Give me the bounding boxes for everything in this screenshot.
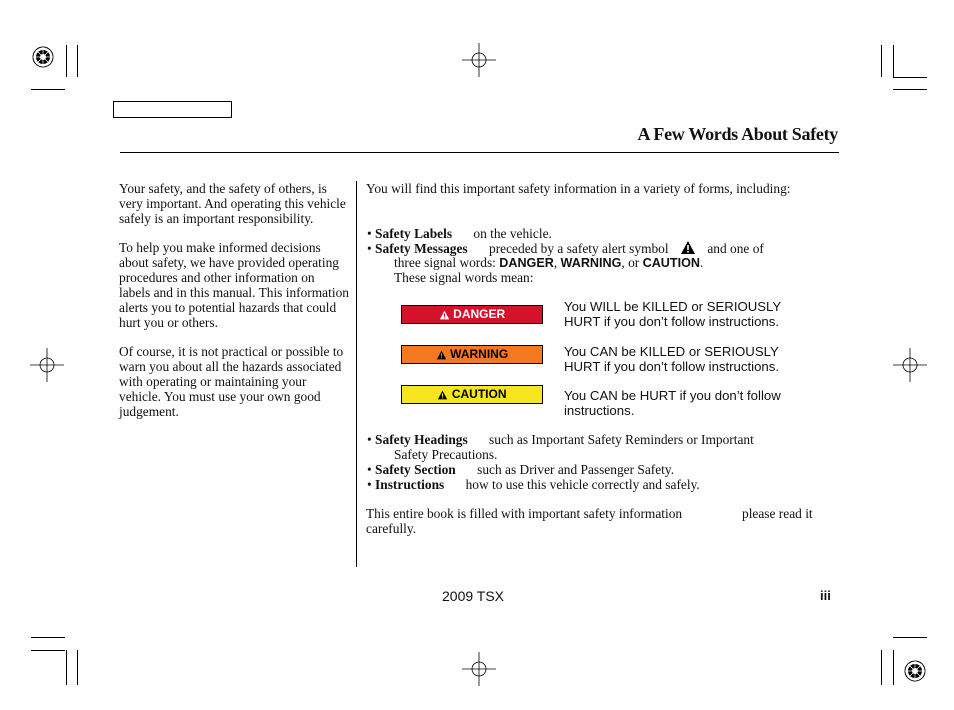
paragraph: You will find this important safety information in a variety of forms, including: bbox=[366, 181, 791, 196]
bullet-text: how to use this vehicle correctly and safely. bbox=[465, 477, 700, 492]
crop-mark bbox=[893, 89, 927, 90]
crop-mark bbox=[31, 650, 65, 651]
left-column bbox=[119, 181, 349, 433]
bullet-text: such as Important Safety Reminders or Important bbox=[489, 432, 754, 447]
page-number: iii bbox=[820, 588, 831, 603]
crop-mark bbox=[66, 45, 67, 77]
page-title: A Few Words About Safety bbox=[637, 124, 838, 144]
crop-mark bbox=[881, 650, 882, 685]
printer-rosette-icon bbox=[32, 46, 54, 68]
bullet-continuation bbox=[394, 255, 703, 271]
crop-mark bbox=[77, 650, 78, 685]
label-word: WARNING bbox=[450, 347, 509, 361]
crop-mark bbox=[31, 89, 65, 90]
crop-mark bbox=[893, 45, 894, 77]
title-rule bbox=[120, 152, 839, 153]
bullet-text: on the vehicle. bbox=[473, 226, 552, 241]
printer-rosette-icon bbox=[904, 660, 926, 682]
signal-word: CAUTION bbox=[642, 256, 700, 270]
closing-text: This entire book is filled with important safety information bbox=[366, 506, 683, 521]
crop-mark bbox=[66, 650, 67, 685]
description-line: You WILL be KILLED or SERIOUSLY bbox=[564, 299, 782, 314]
list-item: • Safety Headings such as Important Safety Reminders or Important bbox=[367, 432, 754, 447]
registration-crosshair-icon bbox=[893, 348, 927, 382]
warning-label bbox=[401, 345, 543, 364]
crop-mark bbox=[893, 637, 927, 638]
closing-text: carefully. bbox=[366, 521, 417, 536]
bullet-term: Safety Section bbox=[375, 462, 456, 477]
column-divider bbox=[356, 181, 357, 567]
safety-alert-triangle-icon bbox=[439, 310, 450, 320]
list-item: • Safety Section such as Driver and Passenger Safety. bbox=[367, 462, 675, 477]
bullet-text: preceded by a safety alert symbol bbox=[489, 241, 669, 256]
registration-crosshair-icon bbox=[462, 652, 496, 686]
label-word: CAUTION bbox=[451, 387, 507, 401]
description-line: You CAN be HURT if you don’t follow bbox=[564, 388, 781, 403]
bullet-continuation: These signal words mean: bbox=[394, 270, 534, 285]
section-tab-box bbox=[113, 101, 232, 118]
danger-label bbox=[401, 305, 543, 324]
list-item: • Instructions how to use this vehicle correctly and safely. bbox=[367, 477, 700, 492]
paragraph: Your safety, and the safety of others, is very important. And operating this vehicle safely is an important responsibility. bbox=[119, 181, 346, 226]
bullet-text: and one of bbox=[707, 241, 764, 256]
registration-crosshair-icon bbox=[462, 43, 496, 77]
footer-model: 2009 TSX bbox=[442, 588, 505, 604]
crop-mark bbox=[881, 45, 882, 77]
list-item: • Safety Messages preceded by a safety alert symbol and one of bbox=[367, 241, 764, 256]
safety-alert-triangle-icon bbox=[436, 350, 447, 360]
label-description bbox=[564, 299, 804, 329]
registration-crosshair-icon bbox=[30, 348, 64, 382]
signal-word: WARNING bbox=[560, 256, 622, 270]
caution-label bbox=[401, 385, 543, 404]
label-description bbox=[564, 344, 804, 374]
separator: , or bbox=[621, 255, 643, 270]
bullet-term: Safety Labels bbox=[375, 226, 453, 241]
bullet-term: Instructions bbox=[375, 477, 445, 492]
paragraph: To help you make informed decisions about safety, we have provided operating procedures and other information on labels and in this manual. This information alerts you to potential hazards that could hurt you or others. bbox=[119, 240, 349, 330]
signal-word: DANGER bbox=[499, 256, 554, 270]
crop-mark bbox=[77, 45, 78, 77]
crop-mark bbox=[893, 77, 927, 78]
label-description bbox=[564, 388, 804, 418]
description-line: instructions. bbox=[564, 403, 635, 418]
safety-alert-triangle-icon bbox=[437, 390, 448, 400]
description-line: HURT if you don’t follow instructions. bbox=[564, 314, 779, 329]
label-word: DANGER bbox=[453, 307, 506, 321]
crop-mark bbox=[893, 650, 894, 685]
separator: , bbox=[553, 255, 561, 270]
right-column-intro bbox=[366, 181, 836, 196]
bullet-continuation: Safety Precautions. bbox=[394, 447, 498, 462]
bullet-term: Safety Messages bbox=[375, 241, 468, 256]
list-item: • Safety Labels on the vehicle. bbox=[367, 226, 552, 241]
crop-mark bbox=[31, 637, 65, 638]
safety-alert-triangle-icon bbox=[680, 240, 696, 255]
bullet-term: Safety Headings bbox=[375, 432, 468, 447]
separator: . bbox=[699, 255, 704, 270]
bullet-text: three signal words: bbox=[394, 255, 500, 270]
paragraph: Of course, it is not practical or possible to warn you about all the hazards associated with operating or maintaining your vehicle. You must use your own good judgement. bbox=[119, 344, 344, 419]
description-line: You CAN be KILLED or SERIOUSLY bbox=[564, 344, 779, 359]
bullet-text: such as Driver and Passenger Safety. bbox=[477, 462, 675, 477]
closing-text: please read it bbox=[742, 506, 813, 521]
description-line: HURT if you don’t follow instructions. bbox=[564, 359, 779, 374]
